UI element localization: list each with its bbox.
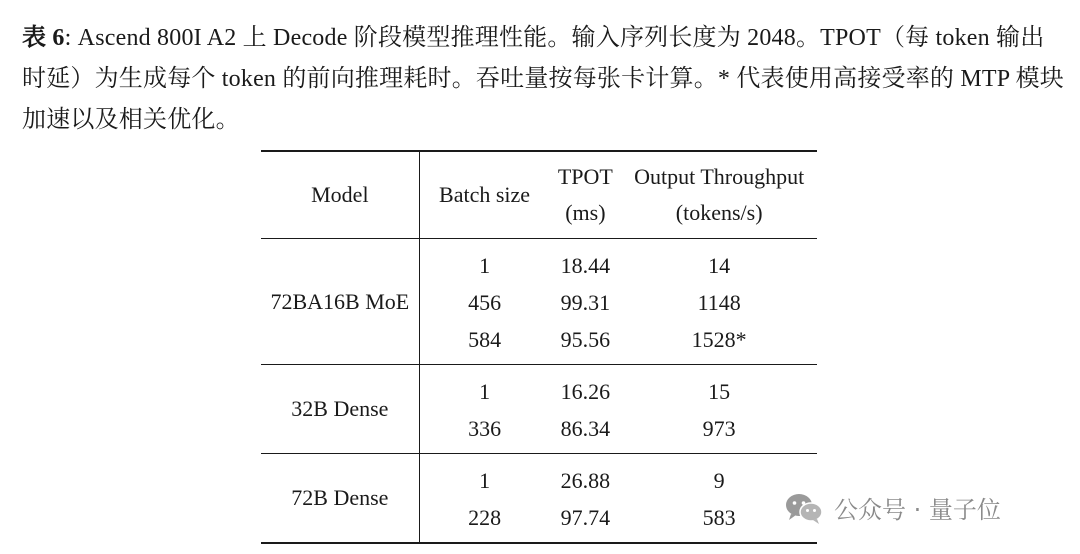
- throughput-cell: 583: [702, 504, 736, 530]
- table-row: [261, 365, 817, 411]
- batch-size-cell: 584: [468, 326, 502, 352]
- throughput-cell: 1528*: [691, 326, 747, 352]
- caption-label: 表 6: [22, 25, 65, 51]
- throughput-cell: 9: [713, 467, 725, 493]
- model-name: 72B Dense: [261, 454, 419, 544]
- batch-size-cell: 336: [468, 415, 502, 441]
- model-name: 32B Dense: [261, 365, 419, 454]
- header-throughput: [621, 151, 817, 239]
- header-batch-size: Batch size: [439, 182, 531, 207]
- caption-text: : Ascend 800I A2 上 Decode 阶段模型推理性能。输入序列长度为 2048。TPOT（每 token 输出时延）为生成每个 token 的前向推理耗时。吞吐量按每张卡计算。* 代表使用高接受率的 MTP 模块加速以及相关优化。: [22, 25, 1064, 133]
- batch-size-cell: 228: [468, 504, 502, 530]
- table-row: [261, 454, 817, 500]
- batch-size-cell: 456: [468, 289, 502, 315]
- tpot-cell: 97.74: [560, 504, 611, 530]
- header-model: Model: [261, 151, 419, 239]
- watermark: [784, 490, 1001, 525]
- throughput-cell: 15: [708, 378, 731, 404]
- results-table: [261, 150, 817, 544]
- tpot-cell: 95.56: [560, 326, 611, 352]
- batch-size-cell: 1: [479, 252, 491, 278]
- header-throughput-unit: (tokens/s): [675, 200, 763, 225]
- table-caption: [22, 18, 1067, 141]
- throughput-cell: 14: [708, 252, 731, 278]
- model-name: 72BA16B MoE: [261, 239, 419, 365]
- batch-size-cell: 1: [479, 467, 491, 493]
- tpot-cell: 18.44: [560, 252, 611, 278]
- header-tpot: [549, 151, 621, 239]
- header-tpot-name: TPOT: [557, 164, 613, 189]
- watermark-text: 公众号 · 量子位: [834, 496, 1001, 524]
- header-tpot-unit: (ms): [565, 200, 606, 225]
- header-row: [261, 151, 817, 239]
- throughput-cell: 1148: [697, 289, 741, 315]
- tpot-cell: 86.34: [560, 415, 611, 441]
- tpot-cell: 99.31: [560, 289, 611, 315]
- tpot-cell: 26.88: [560, 467, 611, 493]
- tpot-cell: 16.26: [560, 378, 611, 404]
- table-row: [261, 239, 817, 285]
- header-throughput-name: Output Throughput: [634, 164, 805, 189]
- batch-size-cell: 1: [479, 378, 491, 404]
- throughput-cell: 973: [702, 415, 736, 441]
- wechat-icon: [784, 491, 824, 525]
